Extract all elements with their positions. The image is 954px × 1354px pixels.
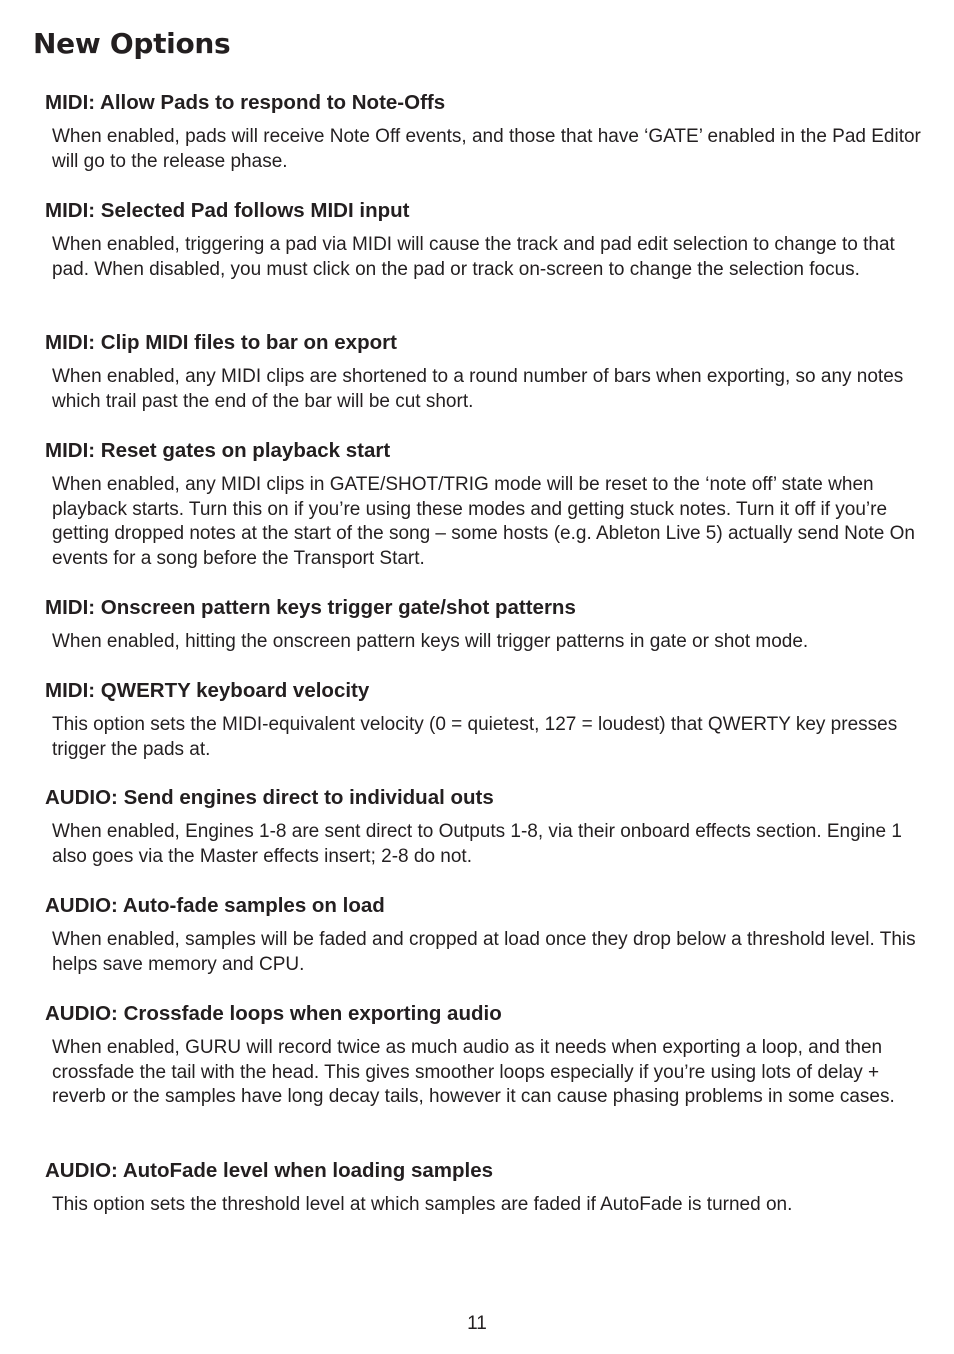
option-heading: AUDIO: Auto-fade samples on load	[45, 894, 385, 917]
option-allow-pads-note-offs	[45, 91, 925, 174]
option-description: When enabled, samples will be faded and cropped at load once they drop below a threshold level. This helps save memory and CPU.	[52, 929, 916, 975]
page-number: 11	[467, 1313, 487, 1334]
option-send-engines-direct	[45, 786, 925, 869]
option-description: This option sets the MIDI-equivalent velocity (0 = quietest, 127 = loudest) that QWERTY key presses trigger the pads at.	[52, 714, 898, 760]
option-reset-gates	[45, 439, 925, 571]
option-onscreen-pattern-keys	[45, 596, 925, 655]
option-description: When enabled, any MIDI clips are shortened to a round number of bars when exporting, so any notes which trail past the end of the bar will be cut short.	[52, 366, 904, 412]
option-heading: MIDI: Reset gates on playback start	[45, 439, 391, 462]
option-qwerty-velocity	[45, 679, 925, 762]
option-selected-pad-follows-midi	[45, 199, 925, 282]
option-description: When enabled, hitting the onscreen pattern keys will trigger patterns in gate or shot mode.	[52, 631, 809, 652]
option-heading: AUDIO: AutoFade level when loading samples	[45, 1159, 494, 1182]
option-description: When enabled, triggering a pad via MIDI will cause the track and pad edit selection to change to that pad. When disabled, you must click on the pad or track on-screen to change the selection focus.	[52, 234, 895, 280]
page-title: New Options	[33, 27, 231, 60]
option-heading: MIDI: Clip MIDI files to bar on export	[45, 331, 397, 354]
option-description: This option sets the threshold level at which samples are faded if AutoFade is turned on.	[52, 1194, 793, 1215]
option-heading: MIDI: QWERTY keyboard velocity	[45, 679, 370, 702]
option-heading: AUDIO: Crossfade loops when exporting audio	[45, 1002, 502, 1025]
option-crossfade-loops	[45, 1002, 925, 1110]
option-description: When enabled, pads will receive Note Off events, and those that have ‘GATE’ enabled in the Pad Editor will go to the release phase.	[52, 126, 921, 172]
option-clip-midi-files	[45, 331, 925, 414]
option-autofade-level	[45, 1159, 925, 1218]
option-description: When enabled, any MIDI clips in GATE/SHOT/TRIG mode will be reset to the ‘note off’ state when playback starts. Turn this on if you’re using these modes and getting stuck notes. Turn it off if you’re getting dropped notes at the start of the song – some hosts (e.g. Ableton Live 5) actually send Note On events for a song before the Transport Start.	[52, 474, 915, 569]
option-description: When enabled, Engines 1-8 are sent direct to Outputs 1-8, via their onboard effects section. Engine 1 also goes via the Master effects insert; 2-8 do not.	[52, 821, 902, 867]
option-heading: MIDI: Selected Pad follows MIDI input	[45, 199, 410, 222]
option-heading: MIDI: Onscreen pattern keys trigger gate/shot patterns	[45, 596, 576, 619]
option-heading: MIDI: Allow Pads to respond to Note-Offs	[45, 91, 446, 114]
option-description: When enabled, GURU will record twice as much audio as it needs when exporting a loop, and then crossfade the tail with the head. This gives smoother loops especially if you’re using lots of delay + reverb or the samples have long decay tails, however it can cause phasing problems in some cases.	[52, 1037, 895, 1107]
option-auto-fade-samples	[45, 894, 925, 977]
option-heading: AUDIO: Send engines direct to individual outs	[45, 786, 494, 809]
